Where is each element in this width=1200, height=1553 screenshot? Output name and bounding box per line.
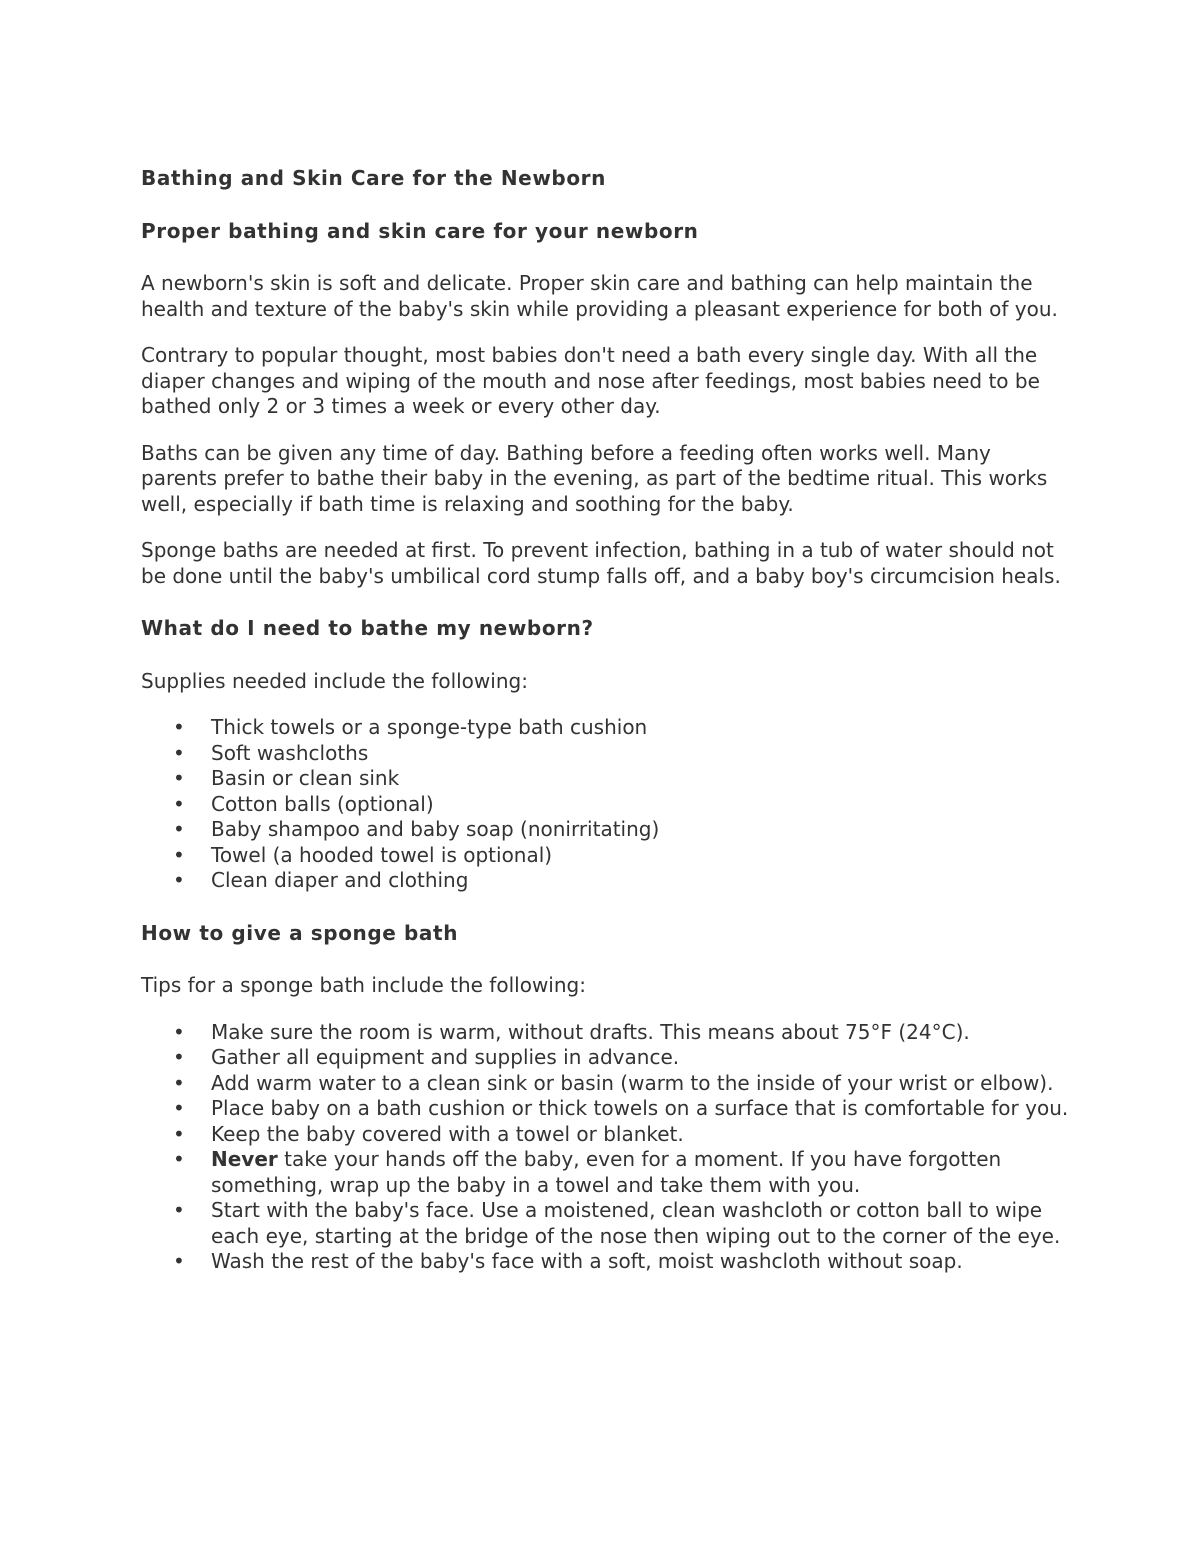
list-item bbox=[141, 817, 1071, 843]
section-heading-proper-bathing: Proper bathing and skin care for your newborn bbox=[141, 218, 699, 243]
paragraph: A newborn's skin is soft and delicate. Proper skin care and bathing can help maintain the health and texture of the baby's skin while providing a pleasant experience for both of you. bbox=[141, 271, 1058, 321]
list-item bbox=[141, 1249, 1071, 1275]
bullet-icon: • bbox=[173, 868, 185, 892]
bullet-icon: • bbox=[173, 1121, 185, 1146]
list-item-text: Add warm water to a clean sink or basin (warm to the inside of your wrist or elbow). bbox=[211, 1070, 1054, 1095]
list-item bbox=[141, 868, 1071, 894]
list-item bbox=[141, 1096, 1071, 1122]
list-item bbox=[141, 741, 1071, 767]
bullet-icon: • bbox=[173, 1249, 185, 1273]
list-item bbox=[141, 792, 1071, 818]
list-item bbox=[141, 843, 1071, 869]
list-item-text: Thick towels or a sponge-type bath cushion bbox=[211, 715, 648, 739]
bullet-icon: • bbox=[173, 715, 185, 739]
paragraph: Contrary to popular thought, most babies don't need a bath every single day. With all the diaper changes and wiping of the mouth and nose after feedings, most babies need to be bathed only 2 or 3 times a week or every other day. bbox=[141, 343, 1040, 418]
list-item-text: Cotton balls (optional) bbox=[211, 791, 434, 816]
emphasis-never: Never bbox=[211, 1147, 278, 1171]
paragraph: Baths can be given any time of day. Bathing before a feeding often works well. Many parents prefer to bathe their baby in the evening, as part of the bedtime ritual. This works well, especially if bath time is relaxing and soothing for the baby. bbox=[141, 440, 1048, 516]
list-item bbox=[141, 1045, 1071, 1071]
supplies-intro: Supplies needed include the following: bbox=[141, 668, 528, 693]
paragraph: Sponge baths are needed at first. To prevent infection, bathing in a tub of water should not be done until the baby's umbilical cord stump falls off, and a baby boy's circumcision heals. bbox=[141, 538, 1061, 588]
list-item bbox=[141, 766, 1071, 792]
list-item bbox=[141, 1147, 1071, 1198]
list-item-text: take your hands off the baby, even for a moment. If you have forgotten something, wrap up the baby in a towel and take them with you. bbox=[211, 1147, 1002, 1197]
document-page bbox=[141, 166, 1071, 1302]
bullet-icon: • bbox=[173, 842, 185, 867]
bullet-icon: • bbox=[173, 791, 185, 816]
bullet-icon: • bbox=[173, 1096, 185, 1120]
list-item-text: Clean diaper and clothing bbox=[211, 868, 469, 892]
list-item bbox=[141, 1198, 1071, 1249]
sponge-bath-tips-list bbox=[141, 1020, 1071, 1275]
list-item bbox=[141, 1122, 1071, 1148]
list-item-text: Keep the baby covered with a towel or blanket. bbox=[211, 1121, 684, 1146]
bullet-icon: • bbox=[173, 1070, 185, 1095]
list-item bbox=[141, 1020, 1071, 1046]
list-item-text: Place baby on a bath cushion or thick towels on a surface that is comfortable for you. bbox=[211, 1096, 1069, 1120]
list-item bbox=[141, 715, 1071, 741]
bullet-icon: • bbox=[173, 1045, 185, 1069]
bullet-icon: • bbox=[173, 740, 185, 765]
list-item bbox=[141, 1071, 1071, 1097]
sponge-bath-intro: Tips for a sponge bath include the following: bbox=[141, 973, 586, 997]
list-item-text: Gather all equipment and supplies in advance. bbox=[211, 1045, 680, 1069]
bullet-icon: • bbox=[173, 1198, 185, 1222]
bullet-icon: • bbox=[173, 1019, 185, 1044]
list-item-text: Start with the baby's face. Use a moistened, clean washcloth or cotton ball to wipe each eye, starting at the bridge of the nose then wiping out to the corner of the eye. bbox=[211, 1198, 1061, 1248]
list-item-text: Make sure the room is warm, without drafts. This means about 75°F (24°C). bbox=[211, 1019, 970, 1044]
supplies-list bbox=[141, 715, 1071, 894]
bullet-icon: • bbox=[173, 766, 185, 790]
list-item-text: Soft washcloths bbox=[211, 740, 369, 765]
bullet-icon: • bbox=[173, 1147, 185, 1171]
bullet-icon: • bbox=[173, 817, 185, 841]
list-item-text: Baby shampoo and baby soap (nonirritating) bbox=[211, 817, 660, 841]
section-heading-sponge-bath: How to give a sponge bath bbox=[141, 920, 459, 945]
section-heading-supplies: What do I need to bathe my newborn? bbox=[141, 616, 594, 640]
list-item-text: Basin or clean sink bbox=[211, 766, 400, 790]
document-title: Bathing and Skin Care for the Newborn bbox=[141, 166, 606, 190]
list-item-text: Towel (a hooded towel is optional) bbox=[211, 842, 553, 867]
list-item-text: Wash the rest of the baby's face with a soft, moist washcloth without soap. bbox=[211, 1249, 963, 1273]
